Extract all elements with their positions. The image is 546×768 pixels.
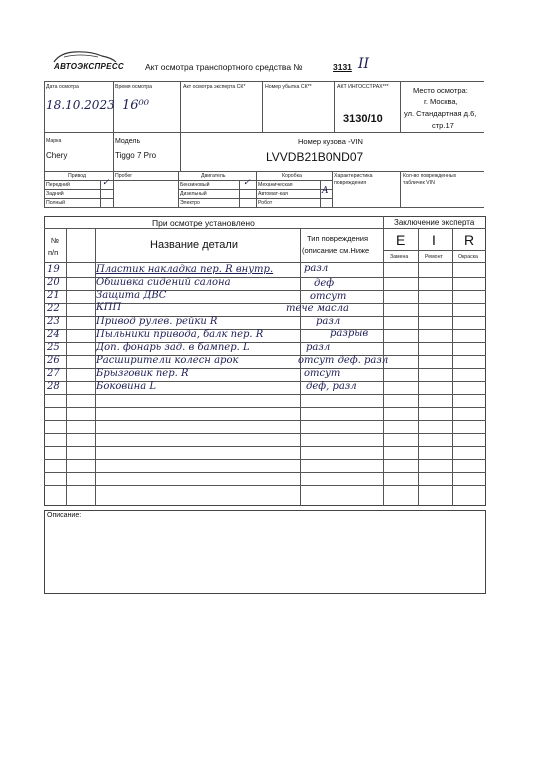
row-num: 28: [47, 381, 60, 392]
row-part-name: Защита ДВС: [96, 290, 167, 301]
col-e: E: [396, 232, 406, 248]
conclusion-title: Заключение эксперта: [394, 218, 475, 227]
engine-diesel: Дизельный: [180, 191, 207, 197]
time-label: Время осмотра: [115, 84, 153, 90]
place-label: Место осмотра:: [413, 86, 468, 95]
row-num: 21: [47, 290, 60, 301]
row-damage: разл: [304, 263, 329, 274]
col-i: I: [432, 232, 436, 248]
engine-petrol-check: ✓: [243, 178, 251, 188]
gearbox-robot: Робот: [258, 200, 273, 206]
col-type-2: (описание см.Ниже: [302, 246, 370, 255]
gearbox-auto-mark: A: [322, 186, 329, 196]
sub-r: Окраска: [458, 254, 478, 260]
col-name: Название детали: [150, 239, 238, 251]
logo: [50, 50, 124, 74]
sub-i: Ремонт: [425, 254, 443, 260]
damage-char-label: Характеристика повреждения: [334, 173, 373, 186]
ingos-act-label: АКТ ИНГОССТРАХ***: [337, 84, 389, 90]
row-part-name: КПП: [96, 302, 122, 313]
row-num: 20: [47, 277, 60, 288]
time-value: 16⁰⁰: [122, 98, 149, 113]
row-part-name: Привод рулев. рейки R: [96, 316, 218, 327]
row-damage: отсут: [310, 291, 347, 302]
model-value: Tiggo 7 Pro: [115, 151, 157, 160]
drive-full: Полный: [46, 200, 66, 206]
row-part-name: Пыльники привода, балк пер. R: [96, 329, 264, 340]
date-value: 18.10.2023: [46, 98, 115, 112]
row-num: 19: [47, 264, 60, 275]
sub-e: Замена: [390, 254, 409, 260]
gearbox-auto: Автомат-кая: [258, 191, 288, 197]
row-part-name: Боковина L: [96, 381, 156, 392]
model-label: Модель: [115, 138, 141, 145]
row-part-name: Обшивка сидений салона: [96, 277, 231, 288]
mileage-label: Пробег: [115, 173, 133, 179]
drive-front-check: ✓: [102, 178, 110, 188]
row-part-name: Доп. фонарь зад. в бампер. L: [96, 342, 250, 353]
vin-plates-label: Кол-во поврежденных табличек VIN: [403, 173, 457, 186]
loss-number-label: Номер убытка СК**: [265, 84, 312, 90]
description-label: Описание:: [47, 512, 82, 519]
logo-text: АВТОЭКСПРЕСС: [54, 62, 124, 71]
act-number-suffix: II: [358, 56, 370, 72]
gearbox-label: Коробка: [282, 173, 302, 179]
vin-value: LVVDB21B0ND07: [266, 150, 364, 164]
col-num-2: п/п: [48, 248, 59, 257]
drive-rear: Задний: [46, 191, 64, 197]
row-damage: отсут: [304, 368, 341, 379]
drive-front: Передний: [46, 182, 70, 188]
place-line2: ул. Стандартная д.6,: [404, 109, 477, 118]
col-num: №: [51, 236, 60, 245]
row-damage: тече масла: [286, 303, 349, 314]
engine-electric: Электро: [180, 200, 200, 206]
place-line1: г. Москва,: [424, 97, 458, 106]
vin-label: Номер кузова -VIN: [298, 137, 363, 146]
row-part-name: Брызговик пер. R: [96, 368, 189, 379]
col-r: R: [464, 232, 475, 248]
doc-title: Акт осмотра транспортного средства №: [145, 62, 303, 72]
row-part-name: Расширители колесн арок: [96, 355, 239, 366]
row-num: 23: [47, 316, 60, 327]
date-label: Дата осмотра: [46, 84, 79, 90]
engine-petrol: Бензиновый: [180, 182, 210, 188]
row-num: 27: [47, 368, 60, 379]
make-label: Марка: [46, 138, 62, 144]
description-box: [44, 510, 486, 594]
row-damage: деф, разл: [306, 381, 357, 392]
row-num: 25: [47, 342, 60, 353]
section-title: При осмотре установлено: [152, 218, 255, 228]
col-type-1: Тип повреждения: [307, 234, 369, 243]
row-damage: разл: [306, 342, 331, 353]
drive-label: Привод: [68, 173, 87, 179]
row-damage: отсут деф. разл: [298, 355, 389, 366]
gearbox-manual: Механическая: [258, 182, 293, 188]
row-num: 26: [47, 355, 60, 366]
engine-label: Двигатель: [201, 173, 226, 179]
expert-act-label: Акт осмотра эксперта СК*: [183, 84, 246, 90]
row-num: 22: [47, 303, 60, 314]
place-line3: стр.17: [432, 121, 454, 130]
act-number: 3131: [333, 62, 352, 72]
row-damage: деф: [314, 278, 335, 289]
ingos-act-value: 3130/10: [343, 113, 383, 125]
row-damage: разрыв: [330, 328, 369, 339]
row-damage: разл: [316, 316, 341, 327]
row-num: 24: [47, 329, 60, 340]
row-part-name: Пластик накладка пер. R внутр.: [96, 264, 274, 275]
make-value: Chery: [46, 151, 68, 160]
